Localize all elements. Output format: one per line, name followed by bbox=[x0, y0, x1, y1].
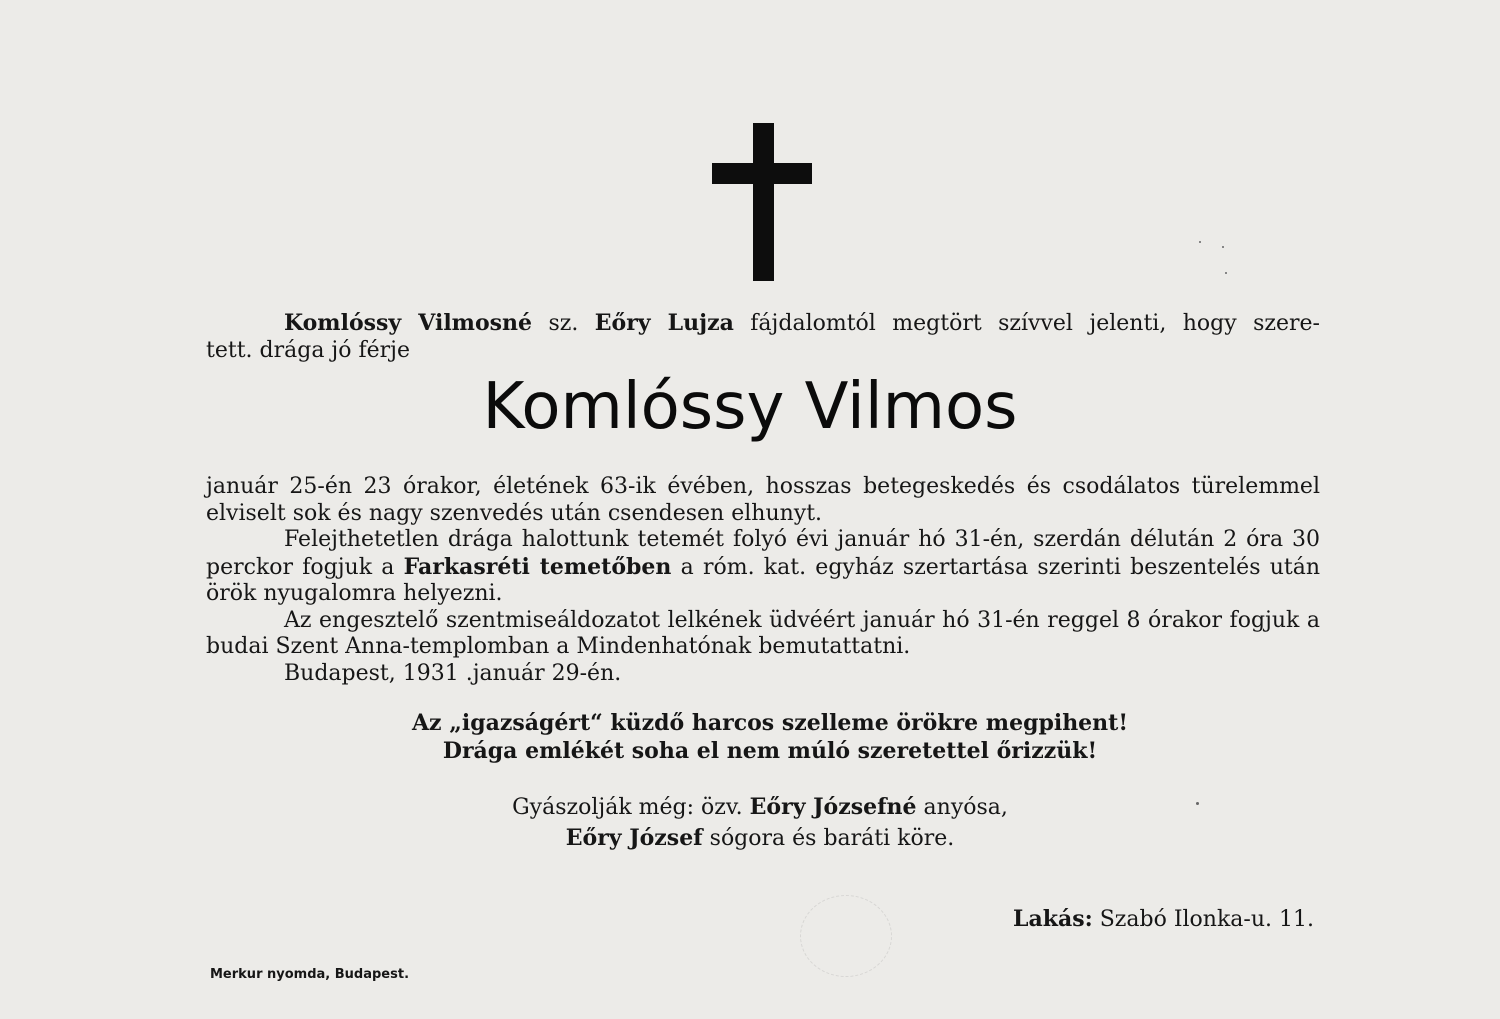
faded-stamp bbox=[800, 895, 892, 977]
motto-line-2: Drága emlékét soha el nem múló szeretettel őrizzük! bbox=[442, 738, 1098, 764]
paper-speck bbox=[1225, 272, 1227, 274]
notice-body bbox=[206, 474, 1320, 687]
funeral-details: Felejthetetlen drága halottunk tetemét folyó évi január hó 31-én, szerdán délután 2 óra 30 perckor fogjuk a Farkasréti temetőben a róm. kat. egyház szertartása szerinti beszentelés után örök nyugalomra helyezni. bbox=[206, 527, 1321, 606]
motto-line-1: Az „igazságért“ küzdő harcos szelleme örökre megpihent! bbox=[411, 710, 1128, 736]
paper-speck bbox=[1222, 246, 1224, 248]
printer-credit: Merkur nyomda, Budapest. bbox=[210, 967, 410, 982]
intro-first-line: Komlóssy Vilmosné sz. Eőry Lujza fájdalomtól megtört szívvel jelenti, hogy szere- bbox=[284, 310, 1320, 336]
widow-name: Komlóssy Vilmosné bbox=[284, 310, 533, 336]
cemetery-name: Farkasréti temetőben bbox=[403, 553, 672, 580]
cross-icon bbox=[712, 123, 812, 281]
mourners-line-2: Eőry József sógora és baráti köre. bbox=[565, 825, 955, 851]
address-label: Lakás: bbox=[1013, 906, 1093, 932]
announcement-intro bbox=[206, 310, 1320, 364]
place-and-date: Budapest, 1931 .január 29-én. bbox=[284, 660, 622, 686]
mourners-list bbox=[0, 792, 1500, 854]
residence-address bbox=[1013, 904, 1314, 935]
memorial-motto bbox=[0, 709, 1500, 765]
address-value: Szabó Ilonka-u. 11. bbox=[1092, 907, 1314, 932]
paper-speck bbox=[1199, 241, 1201, 243]
intro-second-line: tett. drága jó férje bbox=[206, 337, 411, 363]
death-details: január 25-én 23 órakor, életének 63-ik évében, hosszas betegeskedés és csodálatos türelemmel elviselt sok és nagy szenvedés után csendesen elhunyt. bbox=[206, 474, 1320, 526]
paper-speck bbox=[1196, 802, 1199, 805]
widow-maiden-name: Eőry Lujza bbox=[594, 310, 734, 336]
mourners-line-1: Gyászolják még: özv. Eőry Józsefné anyósa, bbox=[512, 794, 1008, 820]
deceased-name: Komlóssy Vilmos bbox=[482, 370, 1018, 444]
mass-details: Az engesztelő szentmiseáldozatot lelkének üdvéért január hó 31-én reggel 8 órakor fogjuk a budai Szent Anna-templomban a Mindenhatónak bemutattatni. bbox=[206, 607, 1320, 659]
